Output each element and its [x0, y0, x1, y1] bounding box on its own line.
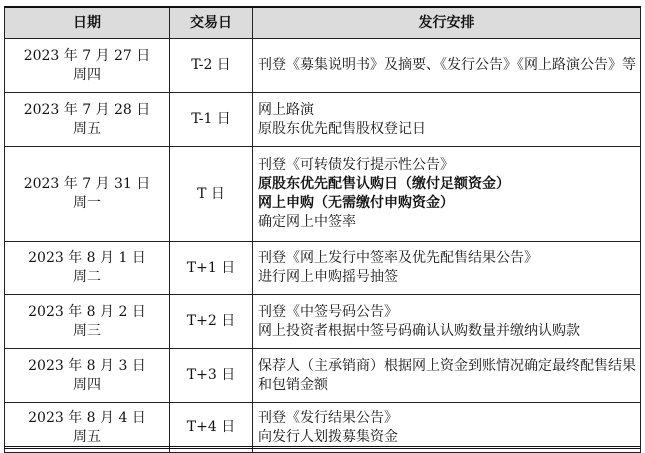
- date-text: 2023 年 7 月 27 日: [23, 47, 151, 64]
- trading-day-cell: T+1 日: [170, 242, 253, 295]
- table-row: [5, 242, 641, 295]
- arrangement-cell: [253, 242, 641, 295]
- issuance-schedule: [4, 6, 640, 453]
- trading-day-cell: T+2 日: [170, 295, 253, 349]
- arrangement-line-emphasis: 原股东优先配售认购日（缴付足额资金）: [258, 176, 510, 192]
- table-row: [5, 39, 641, 93]
- weekday-text: 周四: [73, 66, 101, 83]
- arrangement-line: 刊登《发行结果公告》: [258, 409, 398, 426]
- date-text: 2023 年 8 月 2 日: [28, 303, 146, 320]
- arrangement-line: 进行网上申购摇号抽签: [258, 269, 398, 285]
- weekday-text: 周三: [73, 322, 101, 339]
- trading-day-cell: T+4 日: [170, 403, 253, 453]
- date-text: 2023 年 7 月 28 日: [23, 101, 151, 118]
- arrangement-cell: [253, 147, 641, 242]
- header-trading-day: 交易日: [170, 7, 253, 39]
- date-cell: [5, 349, 170, 403]
- date-cell: [5, 403, 170, 453]
- table-row: [5, 147, 641, 242]
- header-arrangement: 发行安排: [253, 7, 641, 39]
- header-row: [5, 7, 641, 39]
- header-date: 日期: [5, 7, 170, 39]
- trading-day-cell: T 日: [170, 147, 253, 242]
- arrangement-line: 向发行人划拨募集资金: [258, 428, 398, 445]
- trading-day-cell: T-1 日: [170, 93, 253, 147]
- date-text: 2023 年 8 月 3 日: [28, 357, 146, 374]
- weekday-text: 周四: [73, 376, 101, 393]
- table-row: [5, 403, 641, 453]
- arrangement-line: 确定网上中签率: [258, 214, 356, 230]
- table-row: [5, 93, 641, 147]
- arrangement-line: 原股东优先配售股权登记日: [258, 120, 426, 137]
- date-cell: [5, 93, 170, 147]
- arrangement-cell: [253, 349, 641, 403]
- arrangement-cell: [253, 295, 641, 349]
- date-text: 2023 年 7 月 31 日: [23, 176, 151, 192]
- arrangement-line-emphasis: 网上申购（无需缴付申购资金）: [258, 195, 454, 211]
- date-cell: [5, 147, 170, 242]
- weekday-text: 周五: [73, 428, 101, 445]
- arrangement-line: 刊登《网上发行中签率及优先配售结果公告》: [258, 250, 538, 266]
- arrangement-line: 网上投资者根据中签号码确认认购数量并缴纳认购款: [258, 322, 580, 339]
- arrangement-line: 刊登《募集说明书》及摘要、《发行公告》《网上路演公告》等: [258, 57, 636, 73]
- arrangement-line: 刊登《可转债发行提示性公告》: [258, 157, 454, 173]
- arrangement-cell: [253, 39, 641, 93]
- arrangement-cell: [253, 93, 641, 147]
- arrangement-line: 网上路演: [258, 101, 314, 118]
- arrangement-line: 刊登《中签号码公告》: [258, 303, 398, 320]
- table-row: [5, 349, 641, 403]
- date-cell: [5, 295, 170, 349]
- schedule-table: [4, 6, 641, 453]
- weekday-text: 周五: [73, 120, 101, 137]
- table-bottom-rule: [4, 446, 640, 449]
- date-text: 2023 年 8 月 1 日: [28, 250, 146, 266]
- trading-day-cell: T-2 日: [170, 39, 253, 93]
- weekday-text: 周二: [73, 269, 101, 285]
- arrangement-cell: [253, 403, 641, 453]
- weekday-text: 周一: [73, 195, 101, 211]
- date-cell: [5, 39, 170, 93]
- trading-day-cell: T+3 日: [170, 349, 253, 403]
- table-row: [5, 295, 641, 349]
- date-cell: [5, 242, 170, 295]
- date-text: 2023 年 8 月 4 日: [28, 409, 146, 426]
- arrangement-line: 保荐人（主承销商）根据网上资金到账情况确定最终配售结果和包销金额: [258, 357, 636, 393]
